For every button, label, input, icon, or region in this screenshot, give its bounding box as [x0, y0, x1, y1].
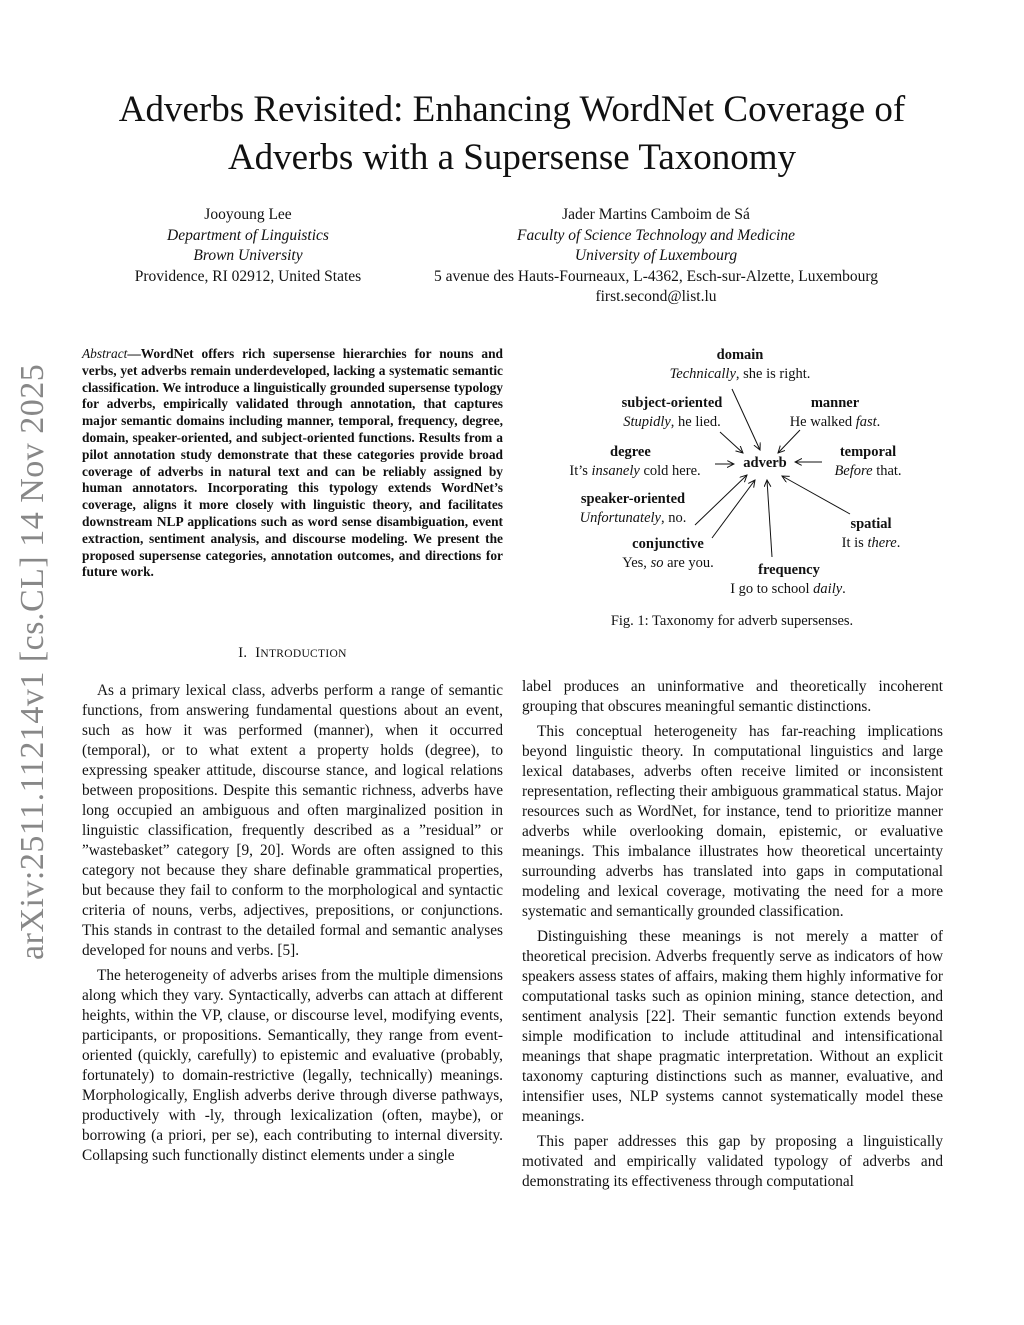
- example-adverb: fast: [855, 414, 877, 430]
- example-text: I go to school: [730, 581, 814, 597]
- node-speaker-oriented: [568, 490, 698, 528]
- taxonomy-figure: [540, 342, 940, 607]
- node-domain: [650, 346, 830, 384]
- arrow-manner: [778, 430, 800, 453]
- author-email[interactable]: first.second@list.lu: [595, 288, 717, 305]
- author-organization: University of Luxembourg: [574, 247, 738, 264]
- node-temporal: [823, 443, 913, 481]
- author-organization: Brown University: [193, 247, 303, 264]
- node-frequency: [708, 561, 868, 599]
- node-label: spatial: [850, 516, 892, 532]
- arrow-spatial: [782, 476, 850, 514]
- section-title-initial: I: [255, 645, 261, 661]
- author-block-2: [400, 205, 912, 308]
- abstract: [82, 346, 503, 581]
- arrow-frequency: [767, 480, 772, 557]
- example-text: cold here.: [639, 463, 701, 479]
- node-label: domain: [716, 347, 764, 363]
- example-text: .: [896, 535, 901, 551]
- node-label: frequency: [758, 562, 820, 578]
- author-name: Jader Martins Camboim de Sá: [562, 206, 750, 223]
- example-adverb: insanely: [591, 463, 640, 479]
- example-adverb: so: [650, 555, 664, 571]
- author-block-1: [108, 205, 388, 287]
- example-text: are you.: [663, 555, 714, 571]
- node-label: degree: [610, 444, 651, 460]
- example-text: Yes,: [622, 555, 651, 571]
- arxiv-identifier: arXiv:2511.11214v1 [cs.CL] 14 Nov 2025: [14, 363, 51, 960]
- paragraph: This conceptual heterogeneity has far-reaching implications beyond linguistic theory. In computational linguistics and large lexical databases, adverbs often receive limited or inconsistent representation, reflecting their ambiguous grammatical status. Major resources such as WordNet, for instance, tend to prioritize manner adverbs while overlooking domain, epistemic, or evaluative meanings. This imbalance illustrates how theoretical uncertainty surrounding adverbs has translated into gaps in computational modeling and lexical coverage, motivating the need for a more systematic and semantically grounded classification.: [522, 723, 943, 920]
- example-adverb: daily: [813, 581, 843, 597]
- paragraph: This paper addresses this gap by proposing a linguistically motivated and empirically validated typology of adverbs and demonstrating its effectiveness through computational: [522, 1133, 943, 1190]
- abstract-label: Abstract: [82, 346, 128, 361]
- example-text: It is: [841, 535, 868, 551]
- author-address: 5 avenue des Hauts-Fourneaux, L-4362, Esch-sur-Alzette, Luxembourg: [433, 267, 879, 285]
- node-subject-oriented: [602, 394, 742, 432]
- example-adverb: Stupidly: [623, 414, 671, 430]
- node-degree: [550, 443, 720, 481]
- paragraph: As a primary lexical class, adverbs perform a range of semantic functions, from answering fundamental questions about an event, such as how it was performed (manner), when it occurred (temporal), or to what extent a property holds (degree), to expressing speaker attitude, discourse stance, and logical relations between propositions. Despite this semantic richness, adverbs have long occupied an ambiguous and often marginalized position in linguistic classification, frequently described as a ”residual” or ”wastebasket” category [9, 20]. Words are often assigned to this category not because they share definable grammatical properties, but because they fail to conform to the morphological and syntactic criteria of nouns, verbs, adjectives, prepositions, or conjunctions. This stands in contrast to the detailed formal and semantic analyses developed for nouns and verbs. [5].: [82, 682, 503, 959]
- right-column-body: [522, 677, 943, 1192]
- example-text: .: [876, 414, 881, 430]
- example-text: It’s: [569, 463, 592, 479]
- example-adverb: Before: [834, 463, 873, 479]
- left-column-body: [82, 681, 503, 1166]
- section-number: I.: [238, 645, 248, 661]
- example-text: , she is right.: [735, 366, 811, 382]
- example-text: , no.: [660, 510, 687, 526]
- paragraph: The heterogeneity of adverbs arises from the multiple dimensions along which they vary. Syntactically, adverbs can attach at different heights, within the VP, clause, or discourse level, modifying events, participants, or propositions. Semantically, they range from event-oriented (quickly, carefully) to epistemic and evaluative (probably, fortunately) to domain-restrictive (legally, technically) meanings. Morphologically, English adverbs derive through diverse pathways, productively with -ly, through lexicalization (often, maybe), or borrowing (a priori, per se), each contributing to internal diversity. Collapsing such functionally distinct elements under a single: [82, 967, 503, 1164]
- example-text: He walked: [789, 414, 856, 430]
- author-department: Faculty of Science Technology and Medicine: [517, 226, 795, 244]
- arrow-subject-oriented: [720, 432, 743, 453]
- example-adverb: there: [867, 535, 897, 551]
- example-text: that.: [872, 463, 902, 479]
- example-adverb: Unfortunately: [579, 510, 661, 526]
- node-label: conjunctive: [632, 536, 704, 552]
- center-node-adverb: adverb: [743, 455, 787, 471]
- arrow-speaker-oriented: [695, 475, 747, 525]
- node-spatial: [826, 515, 916, 553]
- paragraph: label produces an uninformative and theoretically incoherent grouping that obscures meaningful semantic distinctions.: [522, 678, 943, 715]
- paper-title: Adverbs Revisited: Enhancing WordNet Coverage of Adverbs with a Supersense Taxonomy: [118, 89, 906, 178]
- node-label: temporal: [839, 444, 897, 460]
- example-adverb: Technically: [669, 366, 736, 382]
- node-label: speaker-oriented: [580, 491, 686, 507]
- node-label: manner: [810, 395, 860, 411]
- node-manner: [780, 394, 890, 432]
- section-title-rest: NTRODUCTION: [260, 648, 347, 660]
- author-department: Department of Linguistics: [167, 226, 329, 244]
- author-address: Providence, RI 02912, United States: [134, 267, 362, 285]
- arrow-conjunctive: [712, 480, 755, 538]
- figure-caption: Fig. 1: Taxonomy for adverb supersenses.: [610, 613, 854, 629]
- author-name: Jooyoung Lee: [204, 206, 292, 223]
- paragraph: Distinguishing these meanings is not merely a matter of theoretical precision. Adverbs frequently serve as indicators of how speakers assess states of affairs, making them highly informative for computational tasks such as opinion mining, stance detection, and sentiment analysis [22]. Their semantic function extends beyond simple modification to include attitudinal and intensificational meanings that shape pragmatic interpretation. Without an explicit taxonomy capturing distinctions such as manner, evaluative, and intensifier uses, NLP systems cannot systematically model these meanings.: [522, 928, 943, 1125]
- section-heading: [82, 645, 503, 662]
- node-label: subject-oriented: [621, 395, 723, 411]
- example-text: .: [842, 581, 846, 597]
- abstract-text: —WordNet offers rich supersense hierarchies for nouns and verbs, yet adverbs remain underdeveloped, lacking a systematic semantic classification. We introduce a linguistically grounded supersense typology for adverbs, empirically validated through annotation, that captures major semantic domains including manner, temporal, frequency, degree, domain, speaker-oriented, and subject-oriented functions. Results from a pilot annotation study demonstrate that these categories provide broad coverage of adverbs in natural text and can be reliably assigned by human annotators. Incorporating this typology extends WordNet’s coverage, aligns it more closely with linguistic theory, and facilitates downstream NLP applications such as word sense disambiguation, event extraction, sentiment analysis, and discourse modeling. We present the proposed supersense categories, annotation outcomes, and directions for future work.: [82, 346, 503, 580]
- example-text: , he lied.: [670, 414, 721, 430]
